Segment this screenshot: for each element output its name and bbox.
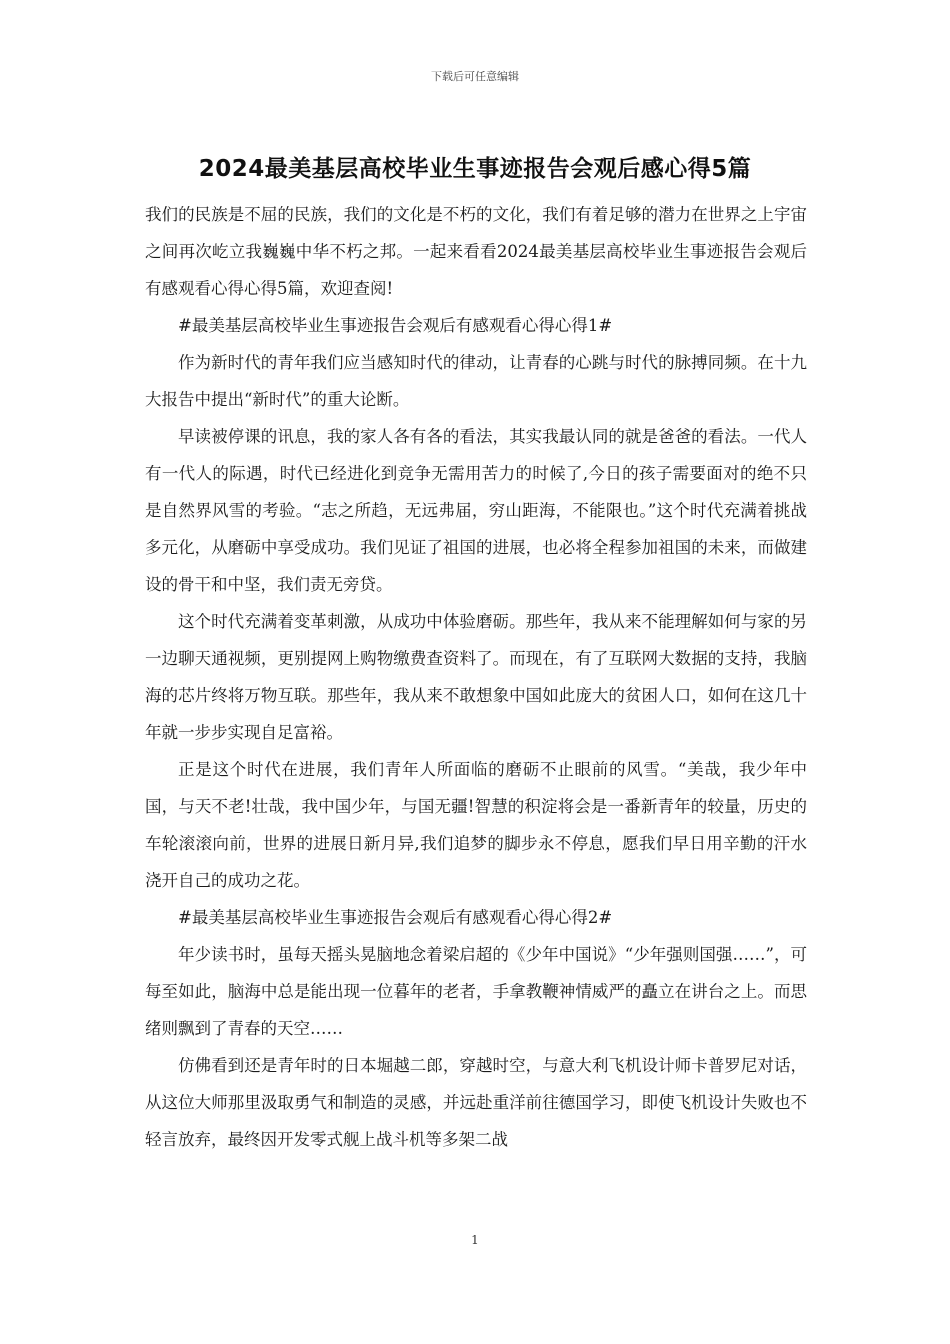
section-heading-1: #最美基层高校毕业生事迹报告会观后有感观看心得心得1# xyxy=(178,316,613,335)
body-paragraph: 仿佛看到还是青年时的日本堀越二郎，穿越时空，与意大利飞机设计师卡普罗尼对话，从这位大师那里汲取勇气和制造的灵感，并远赴重洋前往德国学习，即使飞机设计失败也不轻言放弃，最终因开发零式舰上战斗机等多架二战 xyxy=(145,1056,807,1149)
header-note: 下载后可任意编辑 xyxy=(431,70,519,83)
section-heading-2: #最美基层高校毕业生事迹报告会观后有感观看心得心得2# xyxy=(178,908,613,927)
page-number: 1 xyxy=(471,1233,479,1247)
body-paragraph: 早读被停课的讯息，我的家人各有各的看法，其实我最认同的就是爸爸的看法。一代人有一代人的际遇，时代已经进化到竞争无需用苦力的时候了,今日的孩子需要面对的绝不只是自然界风雪的考验。“志之所趋，无远弗届，穷山距海，不能限也。”这个时代充满着挑战多元化，从磨砺中享受成功。我们见证了祖国的进展，也必将全程参加祖国的未来，而做建设的骨干和中坚，我们责无旁贷。 xyxy=(145,427,807,594)
intro-paragraph: 我们的民族是不屈的民族，我们的文化是不朽的文化，我们有着足够的潜力在世界之上宇宙之间再次屹立我巍巍中华不朽之邦。一起来看看2024最美基层高校毕业生事迹报告会观后有感观看心得心得5篇，欢迎查阅! xyxy=(145,205,807,298)
body-paragraph: 作为新时代的青年我们应当感知时代的律动，让青春的心跳与时代的脉搏同频。在十九大报告中提出“新时代”的重大论断。 xyxy=(145,353,807,409)
body-paragraph: 这个时代充满着变革刺激，从成功中体验磨砺。那些年，我从来不能理解如何与家的另一边聊天通视频，更别提网上购物缴费查资料了。而现在，有了互联网大数据的支持，我脑海的芯片终将万物互联。那些年，我从来不敢想象中国如此庞大的贫困人口，如何在这几十年就一步步实现自足富裕。 xyxy=(145,612,807,742)
document-body xyxy=(145,196,807,1158)
body-paragraph: 年少读书时，虽每天摇头晃脑地念着梁启超的《少年中国说》“少年强则国强……”，可每至如此，脑海中总是能出现一位暮年的老者，手拿教鞭神情威严的矗立在讲台之上。而思绪则飘到了青春的天空…… xyxy=(145,945,807,1038)
body-paragraph: 正是这个时代在进展，我们青年人所面临的磨砺不止眼前的风雪。“美哉，我少年中国，与天不老!壮哉，我中国少年，与国无疆!智慧的积淀将会是一番新青年的较量，历史的车轮滚滚向前，世界的进展日新月异,我们追梦的脚步永不停息，愿我们早日用辛勤的汗水浇开自己的成功之花。 xyxy=(145,760,807,890)
document-title: 2024最美基层高校毕业生事迹报告会观后感心得5篇 xyxy=(198,156,752,182)
